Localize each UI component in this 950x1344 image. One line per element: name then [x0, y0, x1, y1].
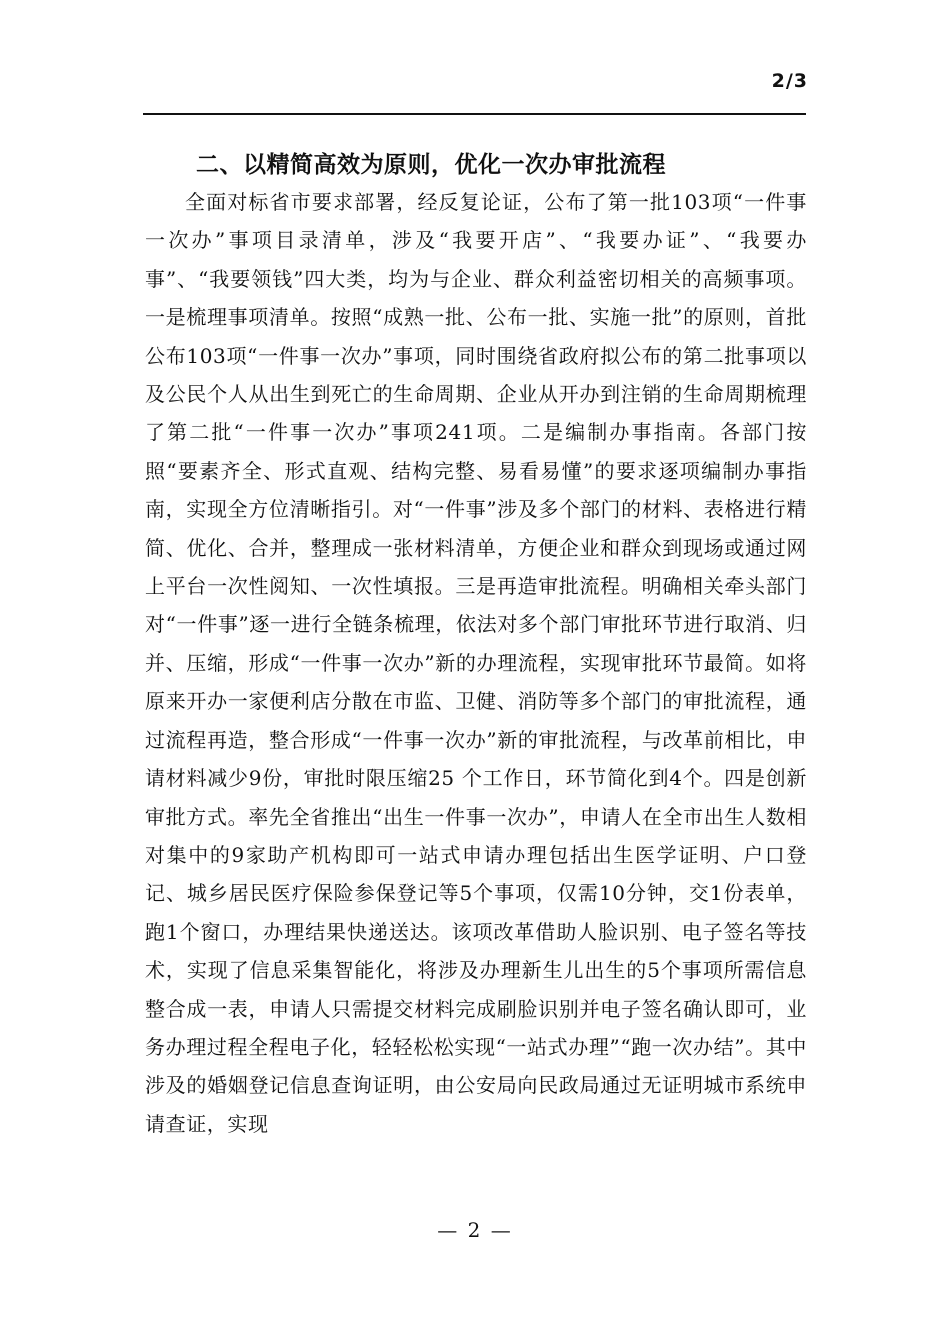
body-paragraph: 全面对标省市要求部署，经反复论证，公布了第一批103项“一件事一次办”事项目录清单，涉及“我要开店”、“我要办证”、“我要办事”、“我要领钱”四大类，均为与企业、群众利益密切相关的高频事项。一是梳理事项清单。按照“成熟一批、公布一批、实施一批”的原则，首批公布103项“一件事一次办”事项，同时围绕省政府拟公布的第二批事项以及公民个人从出生到死亡的生命周期、企业从开办到注销的生命周期梳理了第二批“一件事一次办”事项241项。二是编制办事指南。各部门按照“要素齐全、形式直观、结构完整、易看易懂”的要求逐项编制办事指南，实现全方位清晰指引。对“一件事”涉及多个部门的材料、表格进行精简、优化、合并，整理成一张材料清单，方便企业和群众到现场或通过网上平台一次性阅知、一次性填报。三是再造审批流程。明确相关牵头部门对“一件事”逐一进行全链条梳理，依法对多个部门审批环节进行取消、归并、压缩，形成“一件事一次办”新的办理流程，实现审批环节最简。如将原来开办一家便利店分散在市监、卫健、消防等多个部门的审批流程，通过流程再造，整合形成“一件事一次办”新的审批流程，与改革前相比，申请材料减少9份，审批时限压缩25 个工作日，环节简化到4个。四是创新审批方式。率先全省推出“出生一件事一次办”，申请人在全市出生人数相对集中的9家助产机构即可一站式申请办理包括出生医学证明、户口登记、城乡居民医疗保险参保登记等5个事项，仅需10分钟，交1份表单，跑1个窗口，办理结果快递送达。该项改革借助人脸识别、电子签名等技术，实现了信息采集智能化，将涉及办理新生儿出生的5个事项所需信息整合成一表，申请人只需提交材料完成刷脸识别并电子签名确认即可，业务办理过程全程电子化，轻轻松松实现“一站式办理”“跑一次办结”。其中涉及的婚姻登记信息查询证明，由公安局向民政局通过无证明城市系统申请查证，实现: [145, 190, 807, 1136]
header-divider: [143, 113, 806, 115]
footer-page-number: — 2 —: [437, 1218, 513, 1242]
page-counter: 2/3: [771, 70, 808, 92]
section-heading: 二、以精简高效为原则，优化一次办审批流程: [196, 152, 666, 179]
